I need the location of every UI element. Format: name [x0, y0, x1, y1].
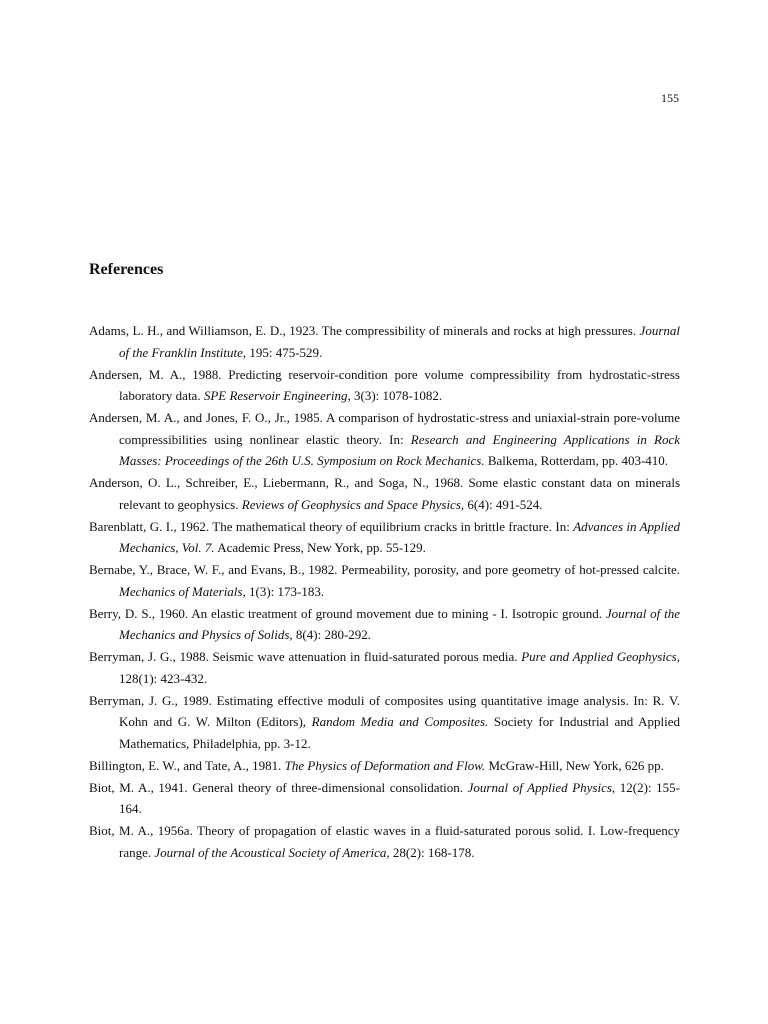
reference-text: Andersen, M. A., and Jones, F. O., Jr., 1985. A comparison of hydrostatic-stress and uniaxial-strain pore-volume compressibilities using nonlinear elastic theory. In: [89, 410, 680, 447]
section-title: References [89, 261, 164, 278]
reference-text: Barenblatt, G. I., 1962. The mathematical theory of equilibrium cracks in brittle fracture. In: [89, 518, 574, 534]
reference-entry [89, 407, 680, 472]
reference-pages: McGraw-Hill, New York, 626 pp. [485, 757, 664, 773]
reference-entry [89, 820, 680, 863]
reference-text: Berryman, J. G., 1988. Seismic wave attenuation in fluid-saturated porous media. [89, 649, 522, 664]
reference-pages: 8(4): 280-292. [292, 627, 372, 642]
reference-source: Journal of the Franklin Institute, [119, 323, 680, 360]
reference-entry [89, 603, 680, 646]
reference-pages: 128(1): 423-432. [119, 670, 208, 686]
reference-entry [89, 646, 680, 689]
reference-source: Research and Engineering Applications in Rock Masses: Proceedings of the 26th U.S. Symposium on Rock Mechanics. [119, 431, 680, 468]
reference-pages: Society for Industrial and Applied Mathematics, Philadelphia, pp. 3-12. [119, 714, 680, 751]
reference-source: Journal of the Mechanics and Physics of Solids, [119, 605, 680, 642]
reference-source: Pure and Applied Geophysics, [521, 649, 680, 664]
reference-text: Berryman, J. G., 1989. Estimating effective moduli of composites using quantitative image analysis. In: R. V. Kohn and G. W. Milton (Editors), [89, 692, 680, 729]
reference-entry [89, 755, 680, 777]
reference-source: Mechanics of Materials, [119, 583, 246, 599]
reference-source: Journal of the Acoustical Society of America, [154, 844, 390, 860]
reference-source: SPE Reservoir Engineering, [203, 388, 351, 403]
reference-text: Berry, D. S., 1960. An elastic treatment of ground movement due to mining - I. Isotropic ground. [89, 605, 606, 621]
reference-text: Andersen, M. A., 1988. Predicting reservoir-condition pore volume compressibility from hydrostatic-stress laboratory data. [89, 366, 680, 403]
reference-entry [89, 320, 680, 363]
reference-source: Random Media and Composites. [311, 714, 489, 729]
reference-pages: Academic Press, New York, pp. 55-129. [214, 540, 426, 555]
reference-entry [89, 559, 680, 602]
reference-pages: Balkema, Rotterdam, pp. 403-410. [484, 453, 669, 468]
reference-pages: 3(3): 1078-1082. [350, 388, 443, 403]
reference-entry [89, 690, 680, 755]
reference-entry [89, 364, 680, 407]
reference-text: Bernabe, Y., Brace, W. F., and Evans, B., 1982. Permeability, porosity, and pore geometry of hot-pressed calcite. [89, 562, 680, 577]
reference-pages: 1(3): 173-183. [245, 583, 325, 599]
reference-text: Biot, M. A., 1956a. Theory of propagation of elastic waves in a fluid-saturated porous solid. I. Low-frequency range. [89, 823, 680, 860]
reference-pages: 12(2): 155-164. [119, 779, 680, 816]
reference-source: Reviews of Geophysics and Space Physics, [241, 496, 465, 512]
reference-entry [89, 472, 680, 515]
reference-pages: 28(2): 168-178. [389, 844, 475, 860]
reference-source: The Physics of Deformation and Flow. [284, 757, 486, 773]
reference-text: Biot, M. A., 1941. General theory of three-dimensional consolidation. [89, 779, 468, 795]
reference-pages: 195: 475-529. [246, 344, 323, 360]
reference-text: Billington, E. W., and Tate, A., 1981. [89, 757, 285, 773]
reference-text: Anderson, O. L., Schreiber, E., Liebermann, R., and Soga, N., 1968. Some elastic constant data on minerals relevant to geophysics. [89, 475, 680, 512]
reference-source: Advances in Applied Mechanics, Vol. 7. [119, 518, 681, 555]
reference-entry [89, 777, 680, 820]
reference-source: Journal of Applied Physics, [467, 779, 616, 795]
reference-pages: 6(4): 491-524. [464, 496, 543, 512]
reference-list [89, 320, 680, 864]
page-number: 155 [661, 91, 679, 105]
reference-text: Adams, L. H., and Williamson, E. D., 1923. The compressibility of minerals and rocks at high pressures. [89, 323, 640, 338]
reference-entry [89, 516, 680, 559]
